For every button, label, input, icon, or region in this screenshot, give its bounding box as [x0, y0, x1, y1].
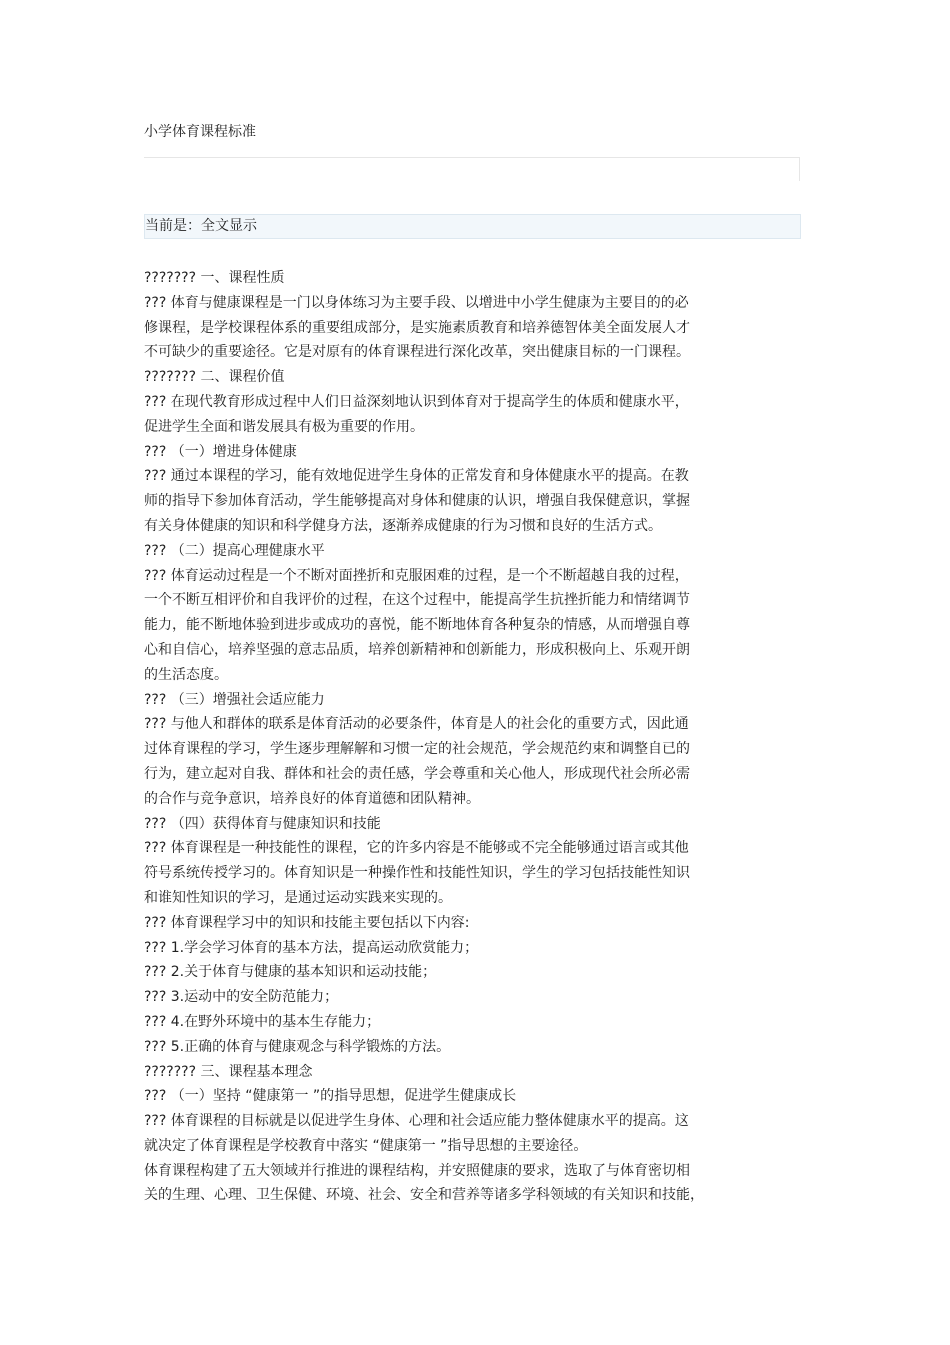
body-text-line: ??? （四）获得体育与健康知识和技能 [144, 815, 381, 832]
body-text-line: ??? 通过本课程的学习，能有效地促进学生身体的正常发育和身体健康水平的提高。在教 [144, 468, 689, 485]
body-text-line: ??? （二）提高心理健康水平 [144, 542, 325, 559]
body-text-line: 行为，建立起对自我、群体和社会的责任感，学会尊重和关心他人，形成现代社会所必需 [144, 765, 690, 782]
body-text-line: ??? 3.运动中的安全防范能力； [144, 989, 339, 1006]
current-view-label: 当前是：全文显示 [145, 218, 257, 234]
body-text-line: ??? （一）增进身体健康 [144, 443, 297, 460]
body-text-line: 和谁知性知识的学习，是通过运动实践来实现的。 [144, 889, 452, 906]
body-text-line: 的生活态度。 [144, 666, 228, 683]
body-text-line: ??? （三）增强社会适应能力 [144, 691, 325, 708]
body-text-line: ??? 2.关于体育与健康的基本知识和运动技能； [144, 964, 437, 981]
body-text-line: 修课程，是学校课程体系的重要组成部分，是实施素质教育和培养德智体美全面发展人才 [144, 319, 690, 336]
body-text-line: ??? （一）坚持 “健康第一 ”的指导思想，促进学生健康成长 [144, 1088, 517, 1105]
document-body [144, 266, 734, 1208]
body-text-line: 关的生理、心理、卫生保健、环境、社会、安全和营养等诸多学科领域的有关知识和技能， [144, 1187, 704, 1204]
body-text-line: ??????? 三、课程基本理念 [144, 1063, 313, 1080]
body-text-line: ??? 体育课程是一种技能性的课程，它的许多内容是不能够或不完全能够通过语言或其他 [144, 840, 689, 857]
body-text-line: ??? 体育课程的目标就是以促进学生身体、心理和社会适应能力整体健康水平的提高。这 [144, 1113, 689, 1130]
header-divider [144, 157, 800, 181]
body-text-line: ??? 体育课程学习中的知识和技能主要包括以下内容: [144, 914, 470, 931]
body-text-line: 师的指导下参加体育活动，学生能够提高对身体和健康的认识，增强自我保健意识，掌握 [144, 493, 690, 510]
body-text-line: 就决定了体育课程是学校教育中落实 “健康第一 ”指导思想的主要途径。 [144, 1137, 588, 1154]
body-text-line: ??? 体育与健康课程是一门以身体练习为主要手段、以增进中小学生健康为主要目的的必 [144, 294, 689, 311]
page-title: 小学体育课程标准 [144, 124, 256, 140]
body-text-line: 过体育课程的学习，学生逐步理解解和习惯一定的社会规范，学会规范约束和调整自已的 [144, 741, 690, 758]
body-text-line: ??? 与他人和群体的联系是体育活动的必要条件，体育是人的社会化的重要方式，因此通 [144, 716, 689, 733]
body-text-line: ??? 体育运动过程是一个不断对面挫折和克服困难的过程，是一个不断超越自我的过程， [144, 567, 689, 584]
body-text-line: ??????? 一、课程性质 [144, 270, 285, 286]
body-text-line: 不可缺少的重要途径。它是对原有的体育课程进行深化改革，突出健康目标的一门课程。 [144, 344, 690, 361]
current-view-bar [144, 214, 801, 239]
body-text-line: 有关身体健康的知识和科学健身方法，逐渐养成健康的行为习惯和良好的生活方式。 [144, 517, 662, 534]
body-text-line: ??? 4.在野外环境中的基本生存能力； [144, 1013, 381, 1030]
body-text-line: 能力，能不断地体验到进步或成功的喜悦，能不断地体育各种复杂的情感，从而增强自尊 [144, 617, 690, 634]
body-text-line: 符号系统传授学习的。体育知识是一种操作性和技能性知识，学生的学习包括技能性知识 [144, 865, 690, 882]
body-text-line: ??????? 二、课程价值 [144, 369, 285, 386]
body-text-line: 一个不断互相评价和自我评价的过程，在这个过程中，能提高学生抗挫折能力和情绪调节 [144, 592, 690, 609]
body-text-line: 的合作与竞争意识，培养良好的体育道德和团队精神。 [144, 790, 480, 807]
body-text-line: ??? 5.正确的体育与健康观念与科学锻炼的方法。 [144, 1038, 451, 1055]
body-text-line: 心和自信心，培养坚强的意志品质，培养创新精神和创新能力，形成积极向上、乐观开朗 [144, 641, 690, 658]
body-text-line: 促进学生全面和谐发展具有极为重要的作用。 [144, 418, 424, 435]
body-text-line: ??? 1.学会学习体育的基本方法，提高运动欣赏能力； [144, 939, 479, 956]
body-text-line: ??? 在现代教育形成过程中人们日益深刻地认识到体育对于提高学生的体质和健康水平， [144, 393, 689, 410]
body-text-line: 体育课程构建了五大领域并行推进的课程结构，并安照健康的要求，选取了与体育密切相 [144, 1162, 690, 1179]
